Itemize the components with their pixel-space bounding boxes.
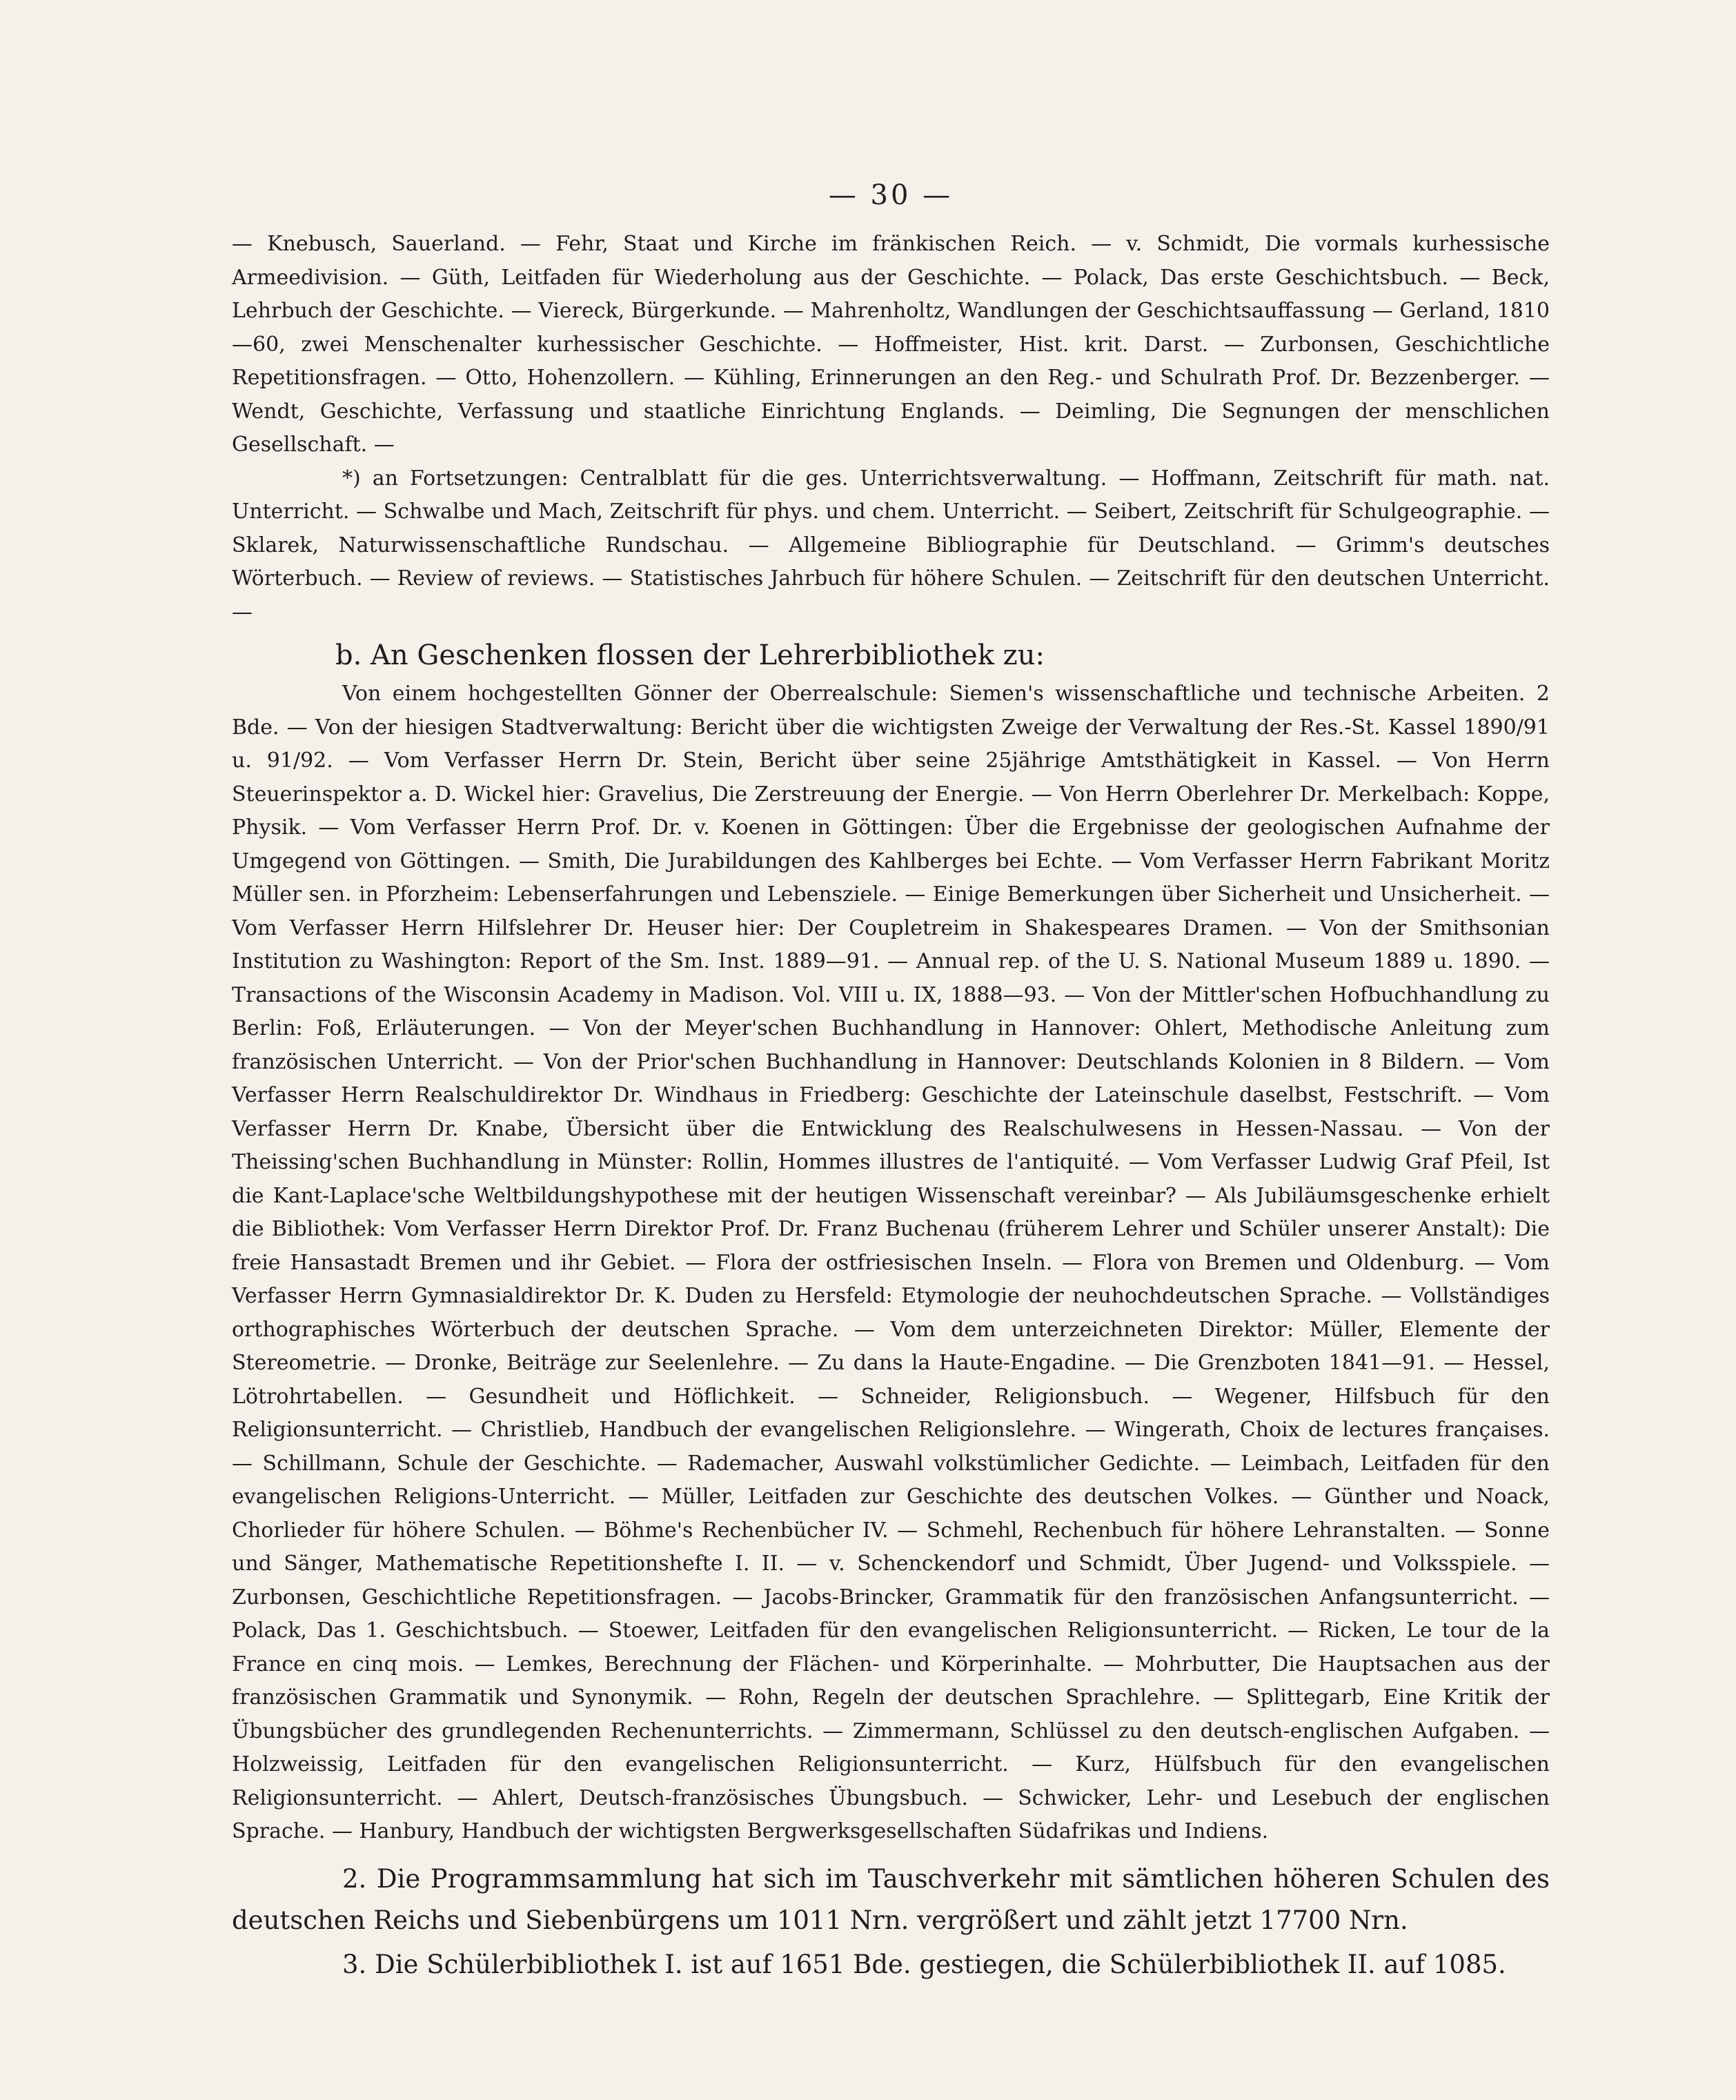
program-collection-paragraph: 2. Die Programmsammlung hat sich im Tauschverkehr mit sämtlichen höheren Schulen des deutschen Reichs und Siebenbürgens um 1011 Nrn. vergrößert und zählt jetzt 17700 Nrn. [232, 1863, 1550, 1935]
section-heading-gifts: b. An Geschenken flossen der Lehrerbibliothek zu: [335, 640, 1045, 671]
continuations-paragraph: *) an Fortsetzungen: Centralblatt für die ges. Unterrichtsverwaltung. — Hoffmann, Zeitschrift für math. nat. Unterricht. — Schwalbe und Mach, Zeitschrift für phys. und chem. Unterricht. — Seibert, Zeitschrift für Schulgeographie. — Sklarek, Naturwissenschaftliche Rundschau. — Allgemeine Bibliographie für Deutschland. — Grimm's deutsches Wörterbuch. — Review of reviews. — Statistisches Jahrbuch für höhere Schulen. — Zeitschrift für den deutschen Unterricht. — [232, 466, 1550, 624]
student-library-paragraph: 3. Die Schülerbibliothek I. ist auf 1651 Bde. gestiegen, die Schülerbibliothek II. auf 1085. [342, 1949, 1506, 1979]
page-number: — 30 — [828, 179, 954, 211]
document-page [232, 179, 1550, 1985]
gifts-paragraph: Von einem hochgestellten Gönner der Oberrealschule: Siemen's wissenschaftliche und technische Arbeiten. 2 Bde. — Von der hiesigen Stadtverwaltung: Bericht über die wichtigsten Zweige der Verwaltung der Res.-St. Kassel 1890/91 u. 91/92. — Vom Verfasser Herrn Dr. Stein, Bericht über seine 25jährige Amtsthätigkeit in Kassel. — Von Herrn Steuerinspektor a. D. Wickel hier: Gravelius, Die Zerstreuung der Energie. — Von Herrn Oberlehrer Dr. Merkelbach: Koppe, Physik. — Vom Verfasser Herrn Prof. Dr. v. Koenen in Göttingen: Über die Ergebnisse der geologischen Aufnahme der Umgegend von Göttingen. — Smith, Die Jurabildungen des Kahlberges bei Echte. — Vom Verfasser Herrn Fabrikant Moritz Müller sen. in Pforzheim: Lebenserfahrungen und Lebensziele. — Einige Bemerkungen über Sicherheit und Unsicherheit. — Vom Verfasser Herrn Hilfslehrer Dr. Heuser hier: Der Coupletreim in Shakespeares Dramen. — Von der Smithsonian Institution zu Washington: Report of the Sm. Inst. 1889—91. — Annual rep. of the U. S. National Museum 1889 u. 1890. — Transactions of the Wisconsin Academy in Madison. Vol. VIII u. IX, 1888—93. — Von der Mittler'schen Hofbuchhandlung zu Berlin: Foß, Erläuterungen. — Von der Meyer'schen Buchhandlung in Hannover: Ohlert, Methodische Anleitung zum französischen Unterricht. — Von der Prior'schen Buchhandlung in Hannover: Deutschlands Kolonien in 8 Bildern. — Vom Verfasser Herrn Realschuldirektor Dr. Windhaus in Friedberg: Geschichte der Lateinschule daselbst, Festschrift. — Vom Verfasser Herrn Dr. Knabe, Übersicht über die Entwicklung des Realschulwesens in Hessen-Nassau. — Von der Theissing'schen Buchhandlung in Münster: Rollin, Hommes illustres de l'antiquité. — Vom Verfasser Ludwig Graf Pfeil, Ist die Kant-Laplace'sche Weltbildungshypothese mit der heutigen Wissenschaft vereinbar? — Als Jubiläumsgeschenke erhielt die Bibliothek: Vom Verfasser Herrn Direktor Prof. Dr. Franz Buchenau (früherem Lehrer und Schüler unserer Anstalt): Die freie Hansastadt Bremen und ihr Gebiet. — Flora der ostfriesischen Inseln. — Flora von Bremen und Oldenburg. — Vom Verfasser Herrn Gymnasialdirektor Dr. K. Duden zu Hersfeld: Etymologie der neuhochdeutschen Sprache. — Vollständiges orthographisches Wörterbuch der deutschen Sprache. — Vom dem unterzeichneten Direktor: Müller, Elemente der Stereometrie. — Dronke, Beiträge zur Seelenlehre. — Zu dans la Haute-Engadine. — Die Grenzboten 1841—91. — Hessel, Lötrohrtabellen. — Gesundheit und Höflichkeit. — Schneider, Religionsbuch. — Wegener, Hilfsbuch für den Religionsunterricht. — Christlieb, Handbuch der evangelischen Religionslehre. — Wingerath, Choix de lectures françaises. — Schillmann, Schule der Geschichte. — Rademacher, Auswahl volkstümlicher Gedichte. — Leimbach, Leitfaden für den evangelischen Religions-Unterricht. — Müller, Leitfaden zur Geschichte des deutschen Volkes. — Günther und Noack, Chorlieder für höhere Schulen. — Böhme's Rechenbücher IV. — Schmehl, Rechenbuch für höhere Lehranstalten. — Sonne und Sänger, Mathematische Repetitionshefte I. II. — v. Schenckendorf und Schmidt, Über Jugend- und Volksspiele. — Zurbonsen, Geschichtliche Repetitionsfragen. — Jacobs-Brincker, Grammatik für den französischen Anfangsunterricht. — Polack, Das 1. Geschichtsbuch. — Stoewer, Leitfaden für den evangelischen Religionsunterricht. — Ricken, Le tour de la France en cinq mois. — Lemkes, Berechnung der Flächen- und Körperinhalte. — Mohrbutter, Die Hauptsachen aus der französischen Grammatik und Synonymik. — Rohn, Regeln der deutschen Sprachlehre. — Splittegarb, Eine Kritik der Übungsbücher des grundlegenden Rechenunterrichts. — Zimmermann, Schlüssel zu den deutsch-englischen Aufgaben. — Holzweissig, Leitfaden für den evangelischen Religionsunterricht. — Kurz, Hülfsbuch für den evangelischen Religionsunterricht. — Ahlert, Deutsch-französisches Übungsbuch. — Schwicker, Lehr- und Lesebuch der englischen Sprache. — Hanbury, Handbuch der wichtigsten Bergwerksgesellschaften Südafrikas und Indiens. [232, 682, 1550, 1843]
history-books-continued: — Knebusch, Sauerland. — Fehr, Staat und Kirche im fränkischen Reich. — v. Schmidt, Die vormals kurhessische Armeedivision. — Güth, Leitfaden für Wiederholung aus der Geschichte. — Polack, Das erste Geschichtsbuch. — Beck, Lehrbuch der Geschichte. — Viereck, Bürgerkunde. — Mahrenholtz, Wandlungen der Geschichtsauffassung — Gerland, 1810—60, zwei Menschenalter kurhessischer Geschichte. — Hoffmeister, Hist. krit. Darst. — Zurbonsen, Geschichtliche Repetitionsfragen. — Otto, Hohenzollern. — Kühling, Erinnerungen an den Reg.- und Schulrath Prof. Dr. Bezzenberger. — Wendt, Geschichte, Verfassung und staatliche Einrichtung Englands. — Deimling, Die Segnungen der menschlichen Gesellschaft. — [232, 232, 1550, 457]
